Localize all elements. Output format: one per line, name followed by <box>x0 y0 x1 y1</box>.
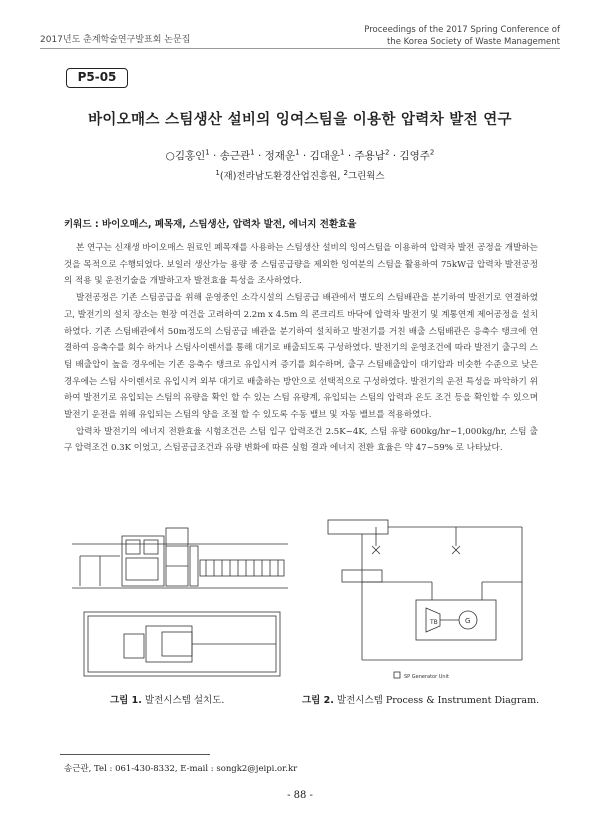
author: 김대운 <box>309 150 341 162</box>
figure-1-caption <box>110 692 224 706</box>
figure-1-number: 그림 1. <box>110 695 142 706</box>
header-rule <box>40 48 560 49</box>
author: ○김홍인 <box>165 150 206 162</box>
footnote-rule <box>60 754 210 755</box>
figure-2-caption <box>302 692 539 706</box>
header-left: 2017년도 춘계학술연구발표회 논문집 <box>40 35 191 45</box>
turbine-label: TB <box>430 619 438 626</box>
header-right <box>364 24 560 48</box>
paragraph: 발전공정은 기존 스팀공급을 위해 운영중인 소각시설의 스팀공급 배관에서 별도의 스팀배관을 분기하여 발전기로 연결하였고, 발전기의 설치 장소는 현장 여건을 고려하여 2.2m x 4.5m 의 콘크리트 바닥에 압력차 발전기 및 계통연계 제어공정을 설치하였다. 기존 스팀배관에서 50m정도의 스팀공급 배관을 분기하여 설치하고 발전기를 거친 배출 스팀배관은 응축수 탱크에 연결하여 응축수를 회수 하거나 스팀사이렌서를 통해 대기로 배출되도록 구성하였다. 발전기의 운영조건에 따라 발전기 출구의 스팀 배출압이 높을 경우에는 기존 응축수 탱크로 유입시켜 증기를 회수하며, 출구 스팀배출압이 대기압과 비슷한 수준으로 낮은 경우에는 스팀 사이렌서로 유입시켜 외부 대기로 배출하는 방안으로 선택적으로 구성하였다. 발전기의 운전 특성을 파악하기 위하여 발전기로 유입되는 스팀의 유량을 확인 할 수 있는 스팀 유량계, 유입되는 스팀의 압력과 온도 조건 등을 확인할 수 있으며 발전기 운전을 위해 유입되는 스팀의 양을 조절 할 수 있도록 수동 밸브 및 자동 밸브를 적용하였다. <box>64 293 538 421</box>
author-aff: 1 <box>205 148 210 157</box>
header-right-line1: Proceedings of the 2017 Spring Conference of <box>364 25 560 35</box>
affiliation-1: (재)전라남도환경산업진흥원, <box>219 171 341 182</box>
author-aff: 1 <box>340 148 345 157</box>
paragraph: 본 연구는 신재생 바이오매스 원료인 폐목재를 사용하는 스팀생산 설비의 잉여스팀을 이용하여 압력차 발전 공정을 개발하는 것을 목적으로 수행되었다. 보일러 생산가능 용량 중 스팀공급량을 제외한 잉여분의 스팀을 활용하여 75kW급 압력차 발전공정의 적용 및 운전기술을 개발하고자 발전효율 특성을 조사하였다. <box>64 243 538 287</box>
figure-2-number: 그림 2. <box>302 695 334 706</box>
author-aff: 2 <box>429 148 435 157</box>
author: 정재운 <box>264 150 296 162</box>
keywords: 키워드 : 바이오매스, 폐목재, 스팀생산, 압력차 발전, 에너지 전환효율 <box>64 219 357 230</box>
footnote: 송근관, Tel : 061-430-8332, E-mail : songk2@jeipi.or.kr <box>64 764 298 774</box>
author: 송근관 <box>219 150 251 162</box>
author-aff: 2 <box>384 148 390 157</box>
generator-label: G <box>465 617 471 625</box>
author-aff: 1 <box>250 148 255 157</box>
figure-1-caption-text: 발전시스템 설치도. <box>144 695 225 706</box>
figure-2-pid-diagram <box>322 510 534 686</box>
affiliation-2: 그린웍스 <box>347 171 385 182</box>
affiliations <box>40 168 560 182</box>
paper-title: 바이오매스 스팀생산 설비의 잉여스팀을 이용한 압력차 발전 연구 <box>88 112 512 128</box>
paper-code-badge: P5-05 <box>66 68 128 88</box>
header-right-line2: the Korea Society of Waste Management <box>386 37 560 47</box>
figure-1-installation-drawing <box>70 516 290 686</box>
author-aff: 1 <box>295 148 300 157</box>
affiliation-mark: 1 <box>215 168 220 177</box>
affiliation-mark: 2 <box>343 168 348 177</box>
author: 주용남 <box>354 150 385 162</box>
page-number: - 88 - <box>287 790 313 801</box>
legend-label: SP Generator Unit <box>404 674 449 680</box>
author-list: ○김홍인$^1$ · 송근관$^1$ · 정재운$^1$ · 김대운$^1$ · 주용남$^2$ · 김영주$^2$ <box>165 148 435 162</box>
author: 김영주 <box>399 150 430 162</box>
figure-2-caption-text: 발전시스템 Process & Instrument Diagram. <box>336 695 540 706</box>
paragraph: 압력차 발전기의 에너지 전환효율 시험조건은 스팀 입구 압력조건 2.5K~4K, 스팀 유량 600kg/hr~1,000kg/hr, 스팀 출구 압력조건 0.3K 이었고, 스팀공급조건과 유량 변화에 따른 실험 결과 에너지 전환 효율은 약 47~59% 로 나타났다. <box>64 426 538 454</box>
body-text <box>64 240 538 457</box>
